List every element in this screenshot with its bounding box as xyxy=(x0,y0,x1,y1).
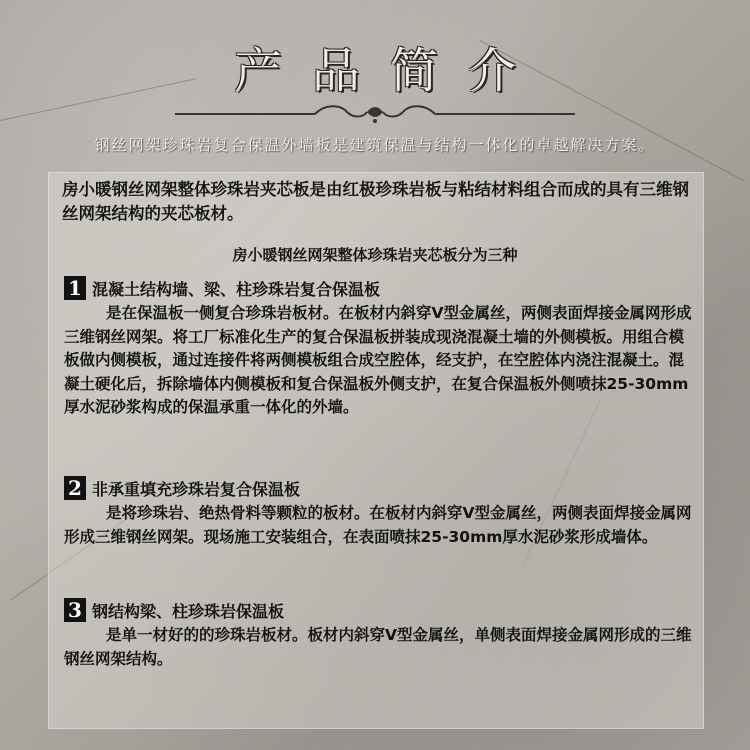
section-body: 是在保温板一侧复合珍珠岩板材。在板材内斜穿V型金属丝，两侧表面焊接金属网形成三维钢丝网架。将工厂标准化生产的复合保温板拼装成现浇混凝土墙的外侧模板。用组合模板做内侧模板，通过连接件将两侧模板组合成空腔体，经支护，在空腔体内浇注混凝土。混凝土硬化后，拆除墙体内侧模板和复合保温板外侧支护，在复合保温板外侧喷抹25-30mm厚水泥砂浆构成的保温承重一体化的外墙。 xyxy=(64,304,692,416)
intro-paragraph: 房小暖钢丝网架整体珍珠岩夹芯板是由红极珍珠岩板与粘结材料组合而成的具有三维钢丝网架结构的夹芯板材。 xyxy=(62,180,689,223)
number-badge: 1 xyxy=(64,276,86,300)
section-title: 非承重填充珍珠岩复合保温板 xyxy=(92,480,301,499)
page-title-wrap xyxy=(0,32,750,101)
section-title: 钢结构梁、柱珍珠岩保温板 xyxy=(92,602,285,621)
section-title: 混凝土结构墙、梁、柱珍珠岩复合保温板 xyxy=(92,280,381,299)
types-heading: 房小暖钢丝网架整体珍珠岩夹芯板分为三种 xyxy=(232,246,518,264)
number-badge: 2 xyxy=(64,476,86,500)
section-body: 是将珍珠岩、绝热骨料等颗粒的板材。在板材内斜穿V型金属丝，两侧表面焊接金属网形成三维钢丝网架。现场施工安装组合，在表面喷抹25-30mm厚水泥砂浆形成墙体。 xyxy=(64,504,692,546)
section-body: 是单一材好的的珍珠岩板材。板材内斜穿V型金属丝，单侧表面焊接金属网形成的三维钢丝网架结构。 xyxy=(64,626,692,668)
tagline: 钢丝网架珍珠岩复合保温外墙板是建筑保温与结构一体化的卓越解决方案。 xyxy=(94,136,656,154)
ornamental-divider-icon xyxy=(175,102,575,124)
number-badge: 3 xyxy=(64,598,86,622)
page-title: 产品简介 xyxy=(233,43,546,99)
